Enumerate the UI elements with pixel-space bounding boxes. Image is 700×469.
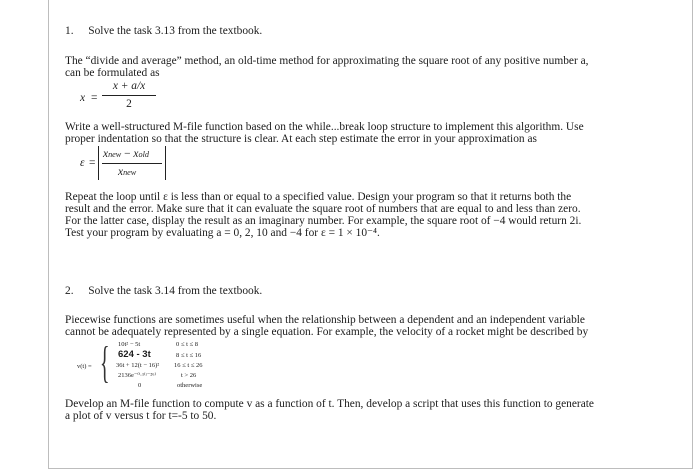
problem-1-repeat-line: Test your program by evaluating a = 0, 2, 10 and −4 for ε = 1 × 10⁻⁴. bbox=[65, 227, 380, 239]
problem-2-piecewise-line: cannot be adequately represented by a single equation. For example, the velocity of a rocket might be described by bbox=[65, 326, 589, 338]
velocity-lhs: v(t) = bbox=[77, 363, 92, 370]
x-new-den: x bbox=[118, 166, 124, 178]
problem-1-write-line-2: proper indentation so that the structure is clear. At each step estimate the error in your approximation as bbox=[65, 133, 537, 145]
problem-2-number: 2. bbox=[65, 285, 74, 297]
problem-1-repeat-line: Repeat the loop until ε is less than or equal to a specified value. Design your program so that it returns both the bbox=[65, 191, 572, 203]
abs-bar-right bbox=[165, 146, 166, 180]
case-expr: 0 bbox=[138, 382, 142, 389]
problem-2-title: Solve the task 3.14 from the textbook. bbox=[88, 285, 263, 297]
problem-1-repeat-line: result and the error. Make sure that it can evaluate the square root of numbers that are equal to and less than zero. bbox=[65, 203, 581, 215]
case-expr: 2136e⁻⁰·¹⁽ᵗ⁻²⁶⁾ bbox=[118, 372, 157, 379]
case-expr: 624 - 3t bbox=[118, 349, 151, 360]
problem-1-heading bbox=[65, 25, 262, 38]
problem-1-title: Solve the task 3.13 from the textbook. bbox=[88, 25, 263, 37]
x-new-den-sub: new bbox=[123, 168, 137, 177]
case-cond: 8 ≤ t ≤ 16 bbox=[176, 352, 202, 359]
problem-2-develop-line: a plot of v versus t for t=-5 to 50. bbox=[65, 410, 217, 422]
case-expr: 10t² − 5t bbox=[118, 341, 141, 348]
formula-denominator: 2 bbox=[126, 98, 132, 110]
error-equals: = bbox=[89, 157, 96, 169]
problem-2-piecewise-line: Piecewise functions are sometimes useful when the relationship between a dependent and an independent variable bbox=[65, 314, 585, 326]
error-fraction-bar bbox=[102, 163, 162, 164]
problem-1-intro-line-1: The “divide and average” method, an old-time method for approximating the square root of any positive number a, bbox=[65, 55, 589, 67]
error-lhs: ε bbox=[80, 157, 85, 169]
problem-1-repeat-line: For the latter case, display the result as an imaginary number. For example, the square root of −4 would return 2i. bbox=[65, 215, 582, 227]
fraction-bar bbox=[102, 95, 156, 96]
left-brace: { bbox=[100, 338, 110, 387]
formula-lhs: x bbox=[80, 92, 86, 104]
case-cond: 0 ≤ t ≤ 8 bbox=[176, 341, 198, 348]
x-new-num: x bbox=[103, 148, 109, 160]
x-old-num: x bbox=[133, 148, 139, 160]
minus-sign: − bbox=[124, 148, 131, 160]
x-new-num-sub: new bbox=[108, 150, 122, 159]
abs-bar-left bbox=[98, 146, 99, 180]
problem-1-number: 1. bbox=[65, 25, 74, 37]
problem-2-heading bbox=[65, 285, 262, 298]
problem-1-intro-line-2: can be formulated as bbox=[65, 67, 160, 79]
formula-numerator: x + a/x bbox=[112, 80, 146, 92]
case-cond: t > 26 bbox=[181, 372, 197, 379]
x-old-num-sub: old bbox=[138, 150, 149, 159]
case-cond: otherwise bbox=[177, 382, 203, 389]
case-cond: 16 ≤ t ≤ 26 bbox=[174, 362, 203, 369]
formula-equals: = bbox=[91, 92, 98, 104]
problem-1-write-line-1: Write a well-structured M-file function based on the while...break loop structure to implement this algorithm. Use bbox=[65, 121, 584, 133]
case-expr: 36t + 12(t − 16)² bbox=[116, 362, 160, 369]
problem-2-develop-line: Develop an M-file function to compute v as a function of t. Then, develop a script that uses this function to generate bbox=[65, 398, 594, 410]
